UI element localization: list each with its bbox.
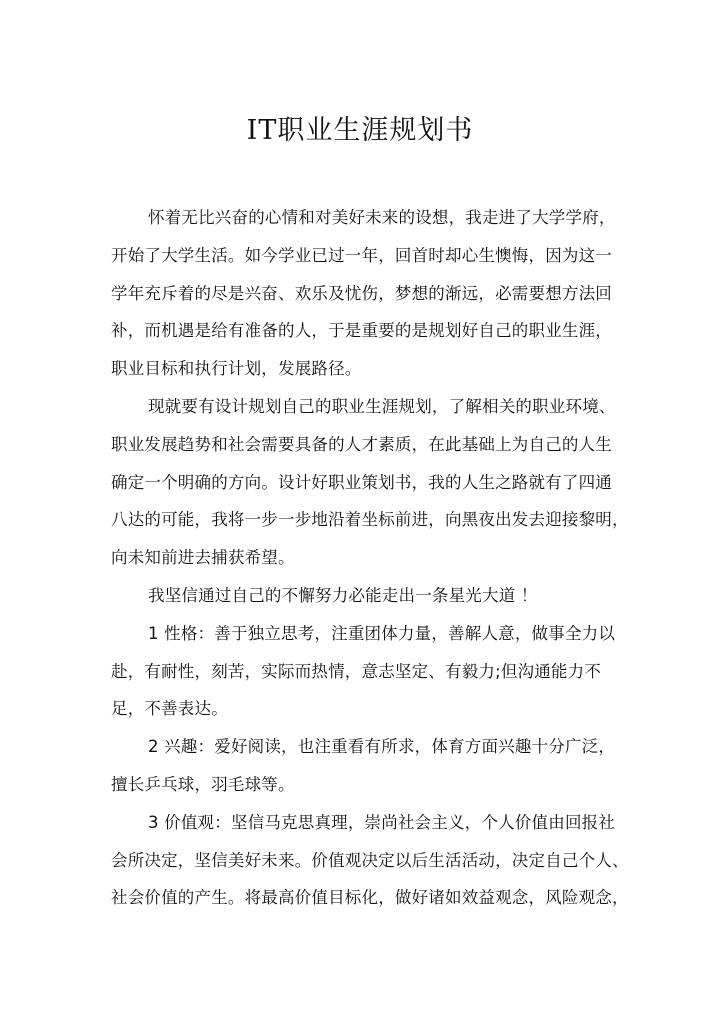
text-line: 3 价值观：坚信马克思真理，崇尚社会主义，个人价值由回报社 bbox=[148, 812, 616, 832]
text-line: 向未知前进去捕获希望。 bbox=[111, 548, 295, 568]
document-body bbox=[111, 199, 631, 917]
document-title: IT职业生涯规划书 bbox=[246, 115, 474, 146]
text-line: 1 性格：善于独立思考，注重团体力量，善解人意，做事全力以 bbox=[148, 623, 616, 643]
text-line: 2 兴趣：爱好阅读，也注重看有所求，体育方面兴趣十分广泛， bbox=[148, 737, 616, 757]
text-line: 擅长乒乓球，羽毛球等。 bbox=[111, 774, 295, 794]
text-line: 赴，有耐性，刻苦，实际而热情，意志坚定、有毅力;但沟通能力不 bbox=[111, 661, 602, 681]
text-line: 怀着无比兴奋的心情和对美好未来的设想，我走进了大学学府， bbox=[148, 208, 616, 227]
text-line: 开始了大学生活。如今学业已过一年，回首时却心生懊悔，因为这一 bbox=[111, 245, 612, 265]
text-line: 八达的可能，我将一步一步地沿着坐标前进，向黑夜出发去迎接黎明， bbox=[111, 510, 629, 530]
text-line: 足，不善表达。 bbox=[111, 699, 228, 719]
text-line: 补，而机遇是给有准备的人，于是重要的是规划好自己的职业生涯， bbox=[111, 321, 612, 341]
text-line: 会所决定，坚信美好未来。价值观决定以后生活活动，决定自己个人、 bbox=[111, 850, 629, 870]
text-line: 职业目标和执行计划，发展路径。 bbox=[111, 359, 362, 379]
text-line: 学年充斥着的尽是兴奋、欢乐及忧伤，梦想的渐远，必需要想方法回 bbox=[111, 283, 612, 303]
text-line: 现就要有设计规划自己的职业生涯规划，了解相关的职业环境、 bbox=[148, 396, 616, 416]
text-line: 我坚信通过自己的不懈努力必能走出一条星光大道 ！ bbox=[148, 585, 538, 605]
text-line: 确定一个明确的方向。设计好职业策划书，我的人生之路就有了四通 bbox=[111, 472, 612, 492]
text-line: 社会价值的产生。将最高价值目标化，做好诸如效益观念，风险观念， bbox=[111, 888, 629, 908]
text-line: 职业发展趋势和社会需要具备的人才素质，在此基础上为自己的人生 bbox=[111, 434, 612, 454]
